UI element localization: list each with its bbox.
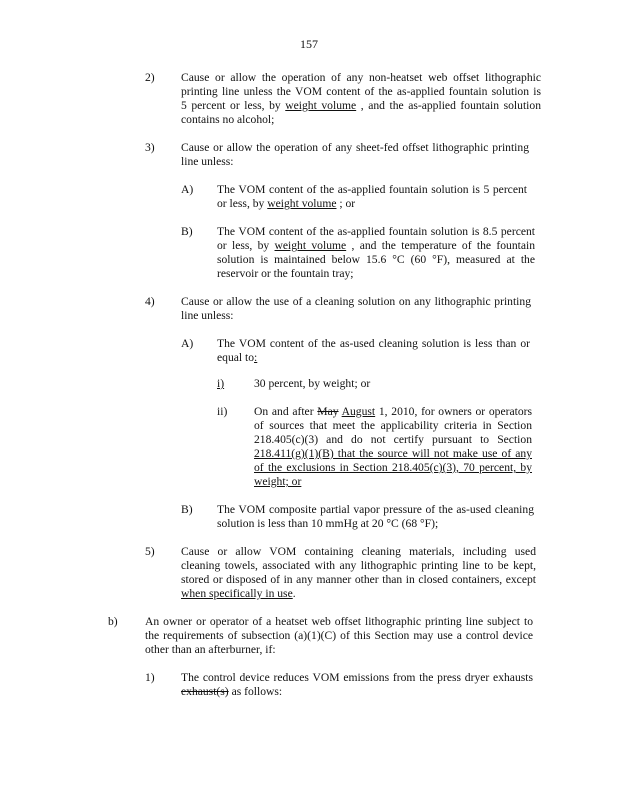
- item-4A-line-2-text: equal to: [217, 351, 255, 364]
- item-5-line-1: Cause or allow VOM containing cleaning materials, including used: [181, 545, 536, 558]
- item-label-b1: 1): [145, 671, 155, 684]
- item-4A-amended-colon: :: [254, 351, 258, 364]
- item-2-line-3-text-b: , and the as-applied fountain solution: [360, 99, 541, 112]
- item-3B-line-1: The VOM content of the as-applied fountain solution is 8.5 percent: [217, 225, 535, 238]
- item-4Aii-line-1-text-a: On and after: [254, 405, 314, 418]
- item-2-line-4: contains no alcohol;: [181, 113, 275, 126]
- item-4A-line-1: The VOM content of the as-used cleaning solution is less than or: [217, 337, 530, 350]
- item-label-4Ai: i): [217, 377, 225, 390]
- item-b1-line-1: The control device reduces VOM emissions from the press dryer exhausts: [181, 671, 533, 684]
- item-5-amended-in-use: when specifically in use: [181, 587, 293, 600]
- item-b-line-1: An owner or operator of a heatset web offset lithographic printing line subject to: [145, 615, 533, 628]
- item-5-line-4: [181, 587, 536, 601]
- item-4Aii-line-6: [254, 475, 532, 489]
- item-2-line-2: printing line unless the VOM content of the as-applied fountain solution is: [181, 85, 541, 98]
- item-2-paragraph: [181, 71, 541, 127]
- item-4A-paragraph: [217, 337, 530, 365]
- item-label-3B: B): [181, 225, 193, 238]
- item-4Aii-struck-may: May: [317, 405, 339, 418]
- item-3A-line-1: The VOM content of the as-applied fountain solution is 5 percent: [217, 183, 527, 196]
- item-4Aii-amended-line-5: of the exclusions in Section 218.405(c)(3), 70 percent, by: [254, 461, 532, 474]
- item-3-line-2: line unless:: [181, 155, 234, 168]
- item-4-line-1: Cause or allow the use of a cleaning solution on any lithographic printing: [181, 295, 531, 308]
- item-3B-paragraph: [217, 225, 535, 281]
- item-3A-line-2: [217, 197, 527, 211]
- item-2-amended-weight-volume: weight volume: [285, 99, 357, 112]
- item-label-2: 2): [145, 71, 155, 84]
- item-label-4A: A): [181, 337, 194, 350]
- item-b-line-2: the requirements of subsection (a)(1)(C) of this Section may use a control device: [145, 629, 533, 642]
- item-label-4Aii: ii): [217, 405, 228, 418]
- item-4Aii-line-1-text-b: 1, 2010, for owners or operators: [378, 405, 532, 418]
- item-4A-line-2: [217, 351, 530, 365]
- page-number: 157: [300, 37, 318, 51]
- item-3B-line-2: [217, 239, 535, 253]
- item-b1-struck-exhausts: exhaust(s): [181, 685, 229, 698]
- item-3B-line-4: reservoir or the fountain tray;: [217, 267, 354, 280]
- item-4-paragraph: [181, 295, 531, 323]
- item-label-4B: B): [181, 503, 193, 516]
- item-4Aii-line-2: of sources that meet the applicability criteria in Section: [254, 419, 532, 432]
- item-3-line-1: Cause or allow the operation of any sheet-fed offset lithographic printing: [181, 141, 529, 154]
- item-5-line-2: cleaning towels, associated with any lithographic printing line to be kept,: [181, 559, 536, 572]
- item-label-3A: A): [181, 183, 194, 196]
- item-3B-line-2-text-a: or less, by: [217, 239, 270, 252]
- item-4Aii-amended-august: August: [341, 405, 376, 418]
- item-2-line-3: [181, 99, 541, 113]
- item-4Aii-paragraph: [254, 405, 532, 489]
- item-4Ai-text: 30 percent, by weight; or: [254, 377, 371, 390]
- item-4Aii-line-4: [254, 447, 532, 461]
- item-4Aii-line-1: [254, 405, 532, 419]
- item-label-4: 4): [145, 295, 155, 308]
- item-b1-paragraph: [181, 671, 533, 699]
- item-3B-line-2-text-b: , and the temperature of the fountain: [351, 239, 535, 252]
- item-b1-line-2: [181, 685, 533, 699]
- item-3A-line-2-text-a: or less, by: [217, 197, 265, 210]
- item-3A-line-2-text-b: ; or: [339, 197, 356, 210]
- item-b-line-3: other than an afterburner, if:: [145, 643, 276, 656]
- item-4B-line-1: The VOM composite partial vapor pressure of the as-used cleaning: [217, 503, 534, 516]
- item-3B-amended-weight-volume: weight volume: [274, 239, 347, 252]
- item-b-paragraph: [145, 615, 533, 657]
- item-4B-line-2: solution is less than 10 mmHg at 20 °C (68 °F);: [217, 517, 439, 530]
- item-3-paragraph: [181, 141, 529, 169]
- item-5-line-3: stored or disposed of in any manner other than in closed containers, except: [181, 573, 536, 586]
- item-5-line-4-period: .: [292, 587, 296, 600]
- item-label-3: 3): [145, 141, 155, 154]
- item-label-4Ai-wrap: [217, 377, 224, 391]
- item-4B-paragraph: [217, 503, 534, 531]
- item-4Aii-line-3: 218.405(c)(3) and do not certify pursuant to Section: [254, 433, 532, 446]
- item-label-b: b): [108, 615, 118, 628]
- item-4Aii-amended-line-6: weight; or: [254, 475, 302, 488]
- item-3B-line-3: solution is maintained below 15.6 °C (60 °F), measured at the: [217, 253, 535, 266]
- item-4-line-2: line unless:: [181, 309, 234, 322]
- item-label-5: 5): [145, 545, 155, 558]
- item-2-line-3-text-a: 5 percent or less, by: [181, 99, 281, 112]
- item-4Aii-amended-line-4: 218.411(g)(1)(B) that the source will not make use of any: [254, 447, 532, 460]
- item-3A-amended-weight-volume: weight volume: [267, 197, 337, 210]
- item-5-paragraph: [181, 545, 536, 601]
- item-2-line-1: Cause or allow the operation of any non-heatset web offset lithographic: [181, 71, 541, 84]
- item-3A-paragraph: [217, 183, 527, 211]
- item-4Aii-line-5: [254, 461, 532, 475]
- item-b1-line-2-text: as follows:: [231, 685, 283, 698]
